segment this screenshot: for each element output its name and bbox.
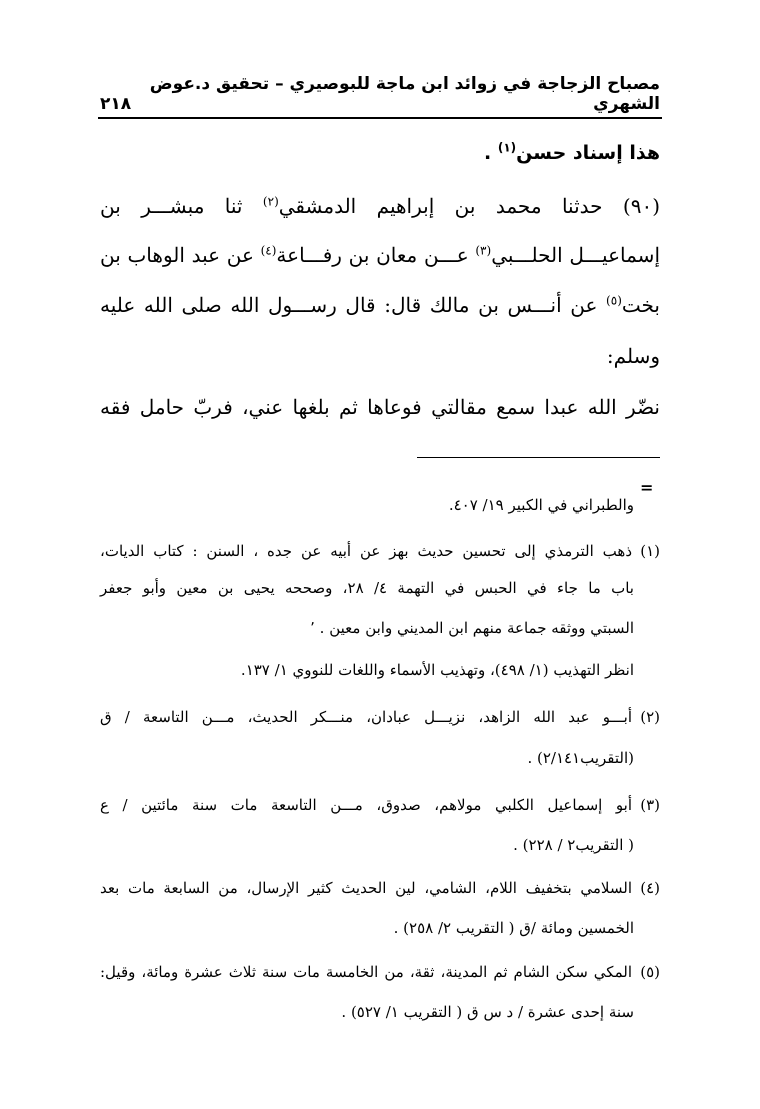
footnote-3: [100, 791, 660, 819]
footnote-number: (٤): [640, 879, 660, 897]
body-line-5: وسلم:: [606, 344, 660, 368]
body-text: عـــن معان بن رفـــاعة: [276, 243, 476, 267]
body-text: هذا إسناد حسن: [516, 142, 660, 164]
footnote-text: المكي سكن الشام ثم المدينة، ثقة، من الخامسة مات سنة ثلاث عشرة ومائة، وقيل:: [100, 963, 632, 981]
footnote-number: (٥): [640, 963, 660, 981]
footnote-number: (٣): [640, 796, 660, 814]
footnote-text: السلامي بتخفيف اللام، الشامي، لين الحديث كثير الإرسال، من السابعة مات بعد: [100, 879, 632, 897]
continuation-mark: =: [640, 478, 654, 497]
footnote-2-line-2: (التقريب٢/١٤١) .: [527, 749, 634, 767]
footnote-3-line-2: ( التقريب٢ / ٢٢٨) .: [513, 836, 634, 854]
footnote-continuation: والطبراني في الكبير ١٩/ ٤٠٧.: [448, 496, 634, 514]
body-text: إسماعيـــل الحلـــبي: [491, 243, 660, 267]
body-line-2: [100, 190, 660, 222]
footnote-text: ذهب الترمذي إلى تحسين حديث بهز عن أبيه عن جده ، السنن : كتاب الديات،: [100, 542, 632, 560]
footnote-2: [100, 703, 660, 731]
footnote-ref: (٤): [260, 243, 277, 258]
body-text: بخت: [621, 293, 660, 317]
footnote-5-line-2: سنة إحدى عشرة / د س ق ( التقريب ١/ ٥٢٧) .: [341, 1003, 634, 1021]
footnote-number: (٢): [640, 708, 660, 726]
body-line-3: [100, 239, 660, 271]
page-header-title: مصباح الزجاجة في زوائد ابن ماجة للبوصيري – تحقيق د.عوض الشهري: [149, 74, 660, 114]
footnote-4-line-2: الخمسين ومائة /ق ( التقريب ٢/ ٢٥٨) .: [393, 919, 634, 937]
page-number: ٢١٨: [100, 94, 132, 114]
header-divider: [98, 117, 662, 119]
footnote-divider: [417, 457, 660, 458]
body-text: .: [484, 142, 498, 164]
footnote-text: أبو إسماعيل الكلبي مولاهم، صدوق، مـــن التاسعة مات سنة مائتين / ع: [100, 796, 632, 814]
body-text: ثنا مبشـــر بن: [100, 194, 263, 218]
body-line-6: نضّر الله عبدا سمع مقالتي فوعاها ثم بلغها عني، فربّ حامل فقه: [100, 395, 660, 419]
footnote-5: [100, 958, 660, 986]
footnote-ref: (٢): [262, 194, 279, 209]
footnote-1-line-4: انظر التهذيب (١/ ٤٩٨)، وتهذيب الأسماء واللغات للنووي ١/ ١٣٧.: [240, 661, 634, 679]
footnote-4: [100, 874, 660, 902]
footnote-ref: (١): [497, 140, 517, 155]
footnote-text: أبـــو عبد الله الزاهد، نزيـــل عبادان، منـــكر الحديث، مـــن التاسعة / ق: [100, 708, 632, 726]
body-text: (٩٠) حدثنا محمد بن إبراهيم الدمشقي: [278, 194, 661, 218]
footnote-1-line-3: السبتي ووثقه جماعة منهم ابن المديني وابن معين . ٬: [310, 619, 634, 637]
footnote-number: (١): [640, 542, 660, 560]
body-line-1: [100, 137, 660, 169]
body-text: عن عبد الوهاب بن: [100, 243, 261, 267]
body-line-4: [100, 289, 660, 321]
body-text: عن أنـــس بن مالك قال: قال رســـول الله صلى الله عليه: [100, 293, 607, 317]
footnote-ref: (٥): [606, 293, 622, 308]
footnote-1-line-2: باب ما جاء في الحبس في التهمة ٤/ ٢٨، وصححه يحيى بن معين وأبو جعفر: [100, 579, 634, 597]
footnote-1: [100, 537, 660, 565]
page-header: [100, 74, 660, 114]
footnote-ref: (٣): [475, 243, 492, 258]
